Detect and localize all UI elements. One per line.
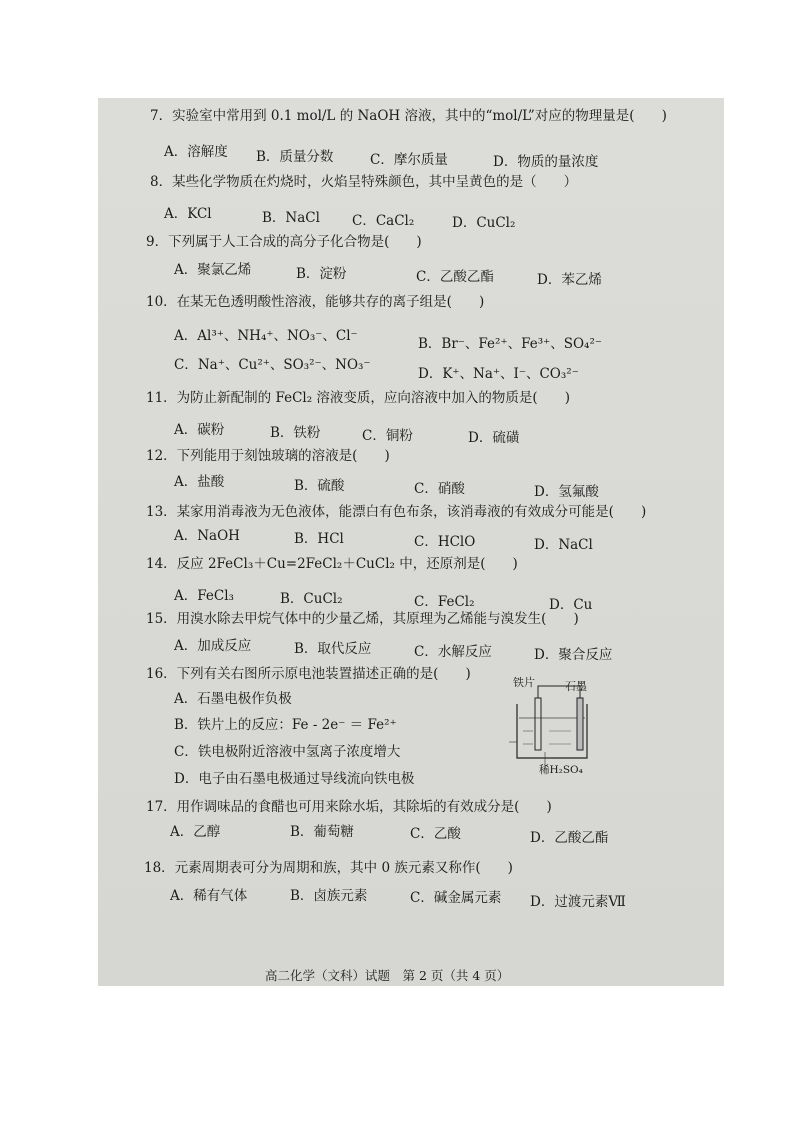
question-9-option-c: C．乙酸乙酯 (416, 269, 494, 285)
question-15-option-c: C．水解反应 (414, 644, 492, 660)
question-12-stem: 12．下列能用于刻蚀玻璃的溶液是( ) (146, 448, 390, 464)
question-9-option-b: B．淀粉 (296, 266, 347, 282)
question-16-option-c: C．铁电极附近溶液中氢离子浓度增大 (174, 744, 401, 760)
question-11-option-b: B．铁粉 (270, 425, 321, 441)
question-8-stem: 8．某些化学物质在灼烧时，火焰呈特殊颜色，其中呈黄色的是（ ） (150, 174, 578, 190)
question-7-stem: 7．实验室中常用到 0.1 mol/L 的 NaOH 溶液，其中的“mol/L”对应的物理量是( ) (150, 108, 667, 124)
question-10-option-d: D．K⁺、Na⁺、I⁻、CO₃²⁻ (418, 366, 579, 382)
question-17-option-c: C．乙酸 (410, 826, 461, 842)
question-11-option-c: C．铜粉 (362, 428, 413, 444)
question-9-option-a: A．聚氯乙烯 (174, 262, 252, 278)
question-16-option-d: D．电子由石墨电极通过导线流向铁电极 (174, 771, 415, 787)
question-7-option-a: A．溶解度 (164, 144, 228, 160)
question-12-option-d: D．氢氟酸 (534, 484, 599, 500)
question-14-option-a: A．FeCl₃ (174, 588, 234, 604)
question-8-option-a: A．KCl (164, 206, 212, 222)
question-8-option-c: C．CaCl₂ (352, 213, 415, 229)
graphite-label: 石墨 (565, 680, 587, 693)
question-12-option-c: C．硝酸 (414, 481, 465, 497)
question-17-option-b: B．葡萄糖 (290, 824, 354, 840)
galvanic-cell-drawing (505, 676, 605, 776)
question-13-option-c: C．HClO (414, 534, 476, 550)
question-10-option-a: A．Al³⁺、NH₄⁺、NO₃⁻、Cl⁻ (174, 328, 358, 344)
question-13-option-a: A．NaOH (174, 528, 240, 544)
page-footer: 高二化学（文科）试题 第 2 页（共 4 页） (265, 968, 510, 983)
question-18-option-c: C．碱金属元素 (410, 890, 502, 906)
question-16-option-a: A．石墨电极作负极 (174, 691, 292, 707)
question-9-option-d: D．苯乙烯 (537, 272, 602, 288)
question-11-option-d: D．硫磺 (468, 430, 520, 446)
question-15-stem: 15．用溴水除去甲烷气体中的少量乙烯，其原理为乙烯能与溴发生( ) (146, 611, 579, 627)
question-18-stem: 18．元素周期表可分为周期和族，其中 0 族元素又称作( ) (144, 860, 513, 876)
question-16-stem: 16．下列有关右图所示原电池装置描述正确的是( ) (146, 666, 471, 682)
question-14-option-d: D．Cu (549, 597, 593, 613)
question-14-option-b: B．CuCl₂ (280, 591, 343, 607)
question-8-option-d: D．CuCl₂ (452, 215, 516, 231)
question-9-stem: 9．下列属于人工合成的高分子化合物是( ) (146, 234, 422, 250)
question-13-option-d: D．NaCl (534, 537, 593, 553)
question-18-option-b: B．卤族元素 (290, 888, 368, 904)
question-17-option-a: A．乙醇 (170, 824, 221, 840)
question-10-option-b: B．Br⁻、Fe²⁺、Fe³⁺、SO₄²⁻ (418, 336, 602, 352)
question-10-option-c: C．Na⁺、Cu²⁺、SO₃²⁻、NO₃⁻ (174, 357, 371, 373)
question-14-stem: 14．反应 2FeCl₃＋Cu=2FeCl₂＋CuCl₂ 中，还原剂是( ) (146, 556, 518, 572)
question-13-option-b: B．HCl (294, 531, 344, 547)
question-7-option-b: B．质量分数 (256, 149, 334, 165)
question-11-option-a: A．碳粉 (174, 422, 225, 438)
question-15-option-a: A．加成反应 (174, 638, 252, 654)
galvanic-cell-diagram (505, 676, 605, 776)
question-14-option-c: C．FeCl₂ (414, 594, 475, 610)
question-10-stem: 10．在某无色透明酸性溶液，能够共存的离子组是( ) (146, 294, 485, 310)
question-15-option-d: D．聚合反应 (534, 647, 613, 663)
question-12-option-b: B．硫酸 (294, 478, 345, 494)
iron-plate-label: 铁片 (513, 676, 535, 689)
question-7-option-d: D．物质的量浓度 (493, 154, 599, 170)
question-12-option-a: A．盐酸 (174, 474, 225, 490)
question-15-option-b: B．取代反应 (294, 641, 372, 657)
dilute-sulfuric-acid-label: 稀H₂SO₄ (539, 764, 583, 776)
question-17-option-d: D．乙酸乙酯 (530, 830, 609, 846)
question-13-stem: 13．某家用消毒液为无色液体，能漂白有色布条，该消毒液的有效成分可能是( ) (146, 504, 647, 520)
question-8-option-b: B．NaCl (262, 210, 320, 226)
question-17-stem: 17．用作调味品的食醋也可用来除水垢，其除垢的有效成分是( ) (146, 799, 552, 815)
question-11-stem: 11．为防止新配制的 FeCl₂ 溶液变质，应向溶液中加入的物质是( ) (146, 390, 570, 406)
question-18-option-d: D．过渡元素Ⅶ (530, 894, 626, 910)
question-16-option-b: B．铁片上的反应：Fe - 2e⁻ ＝ Fe²⁺ (174, 717, 397, 733)
question-18-option-a: A．稀有气体 (170, 888, 248, 904)
question-7-option-c: C．摩尔质量 (370, 152, 448, 168)
